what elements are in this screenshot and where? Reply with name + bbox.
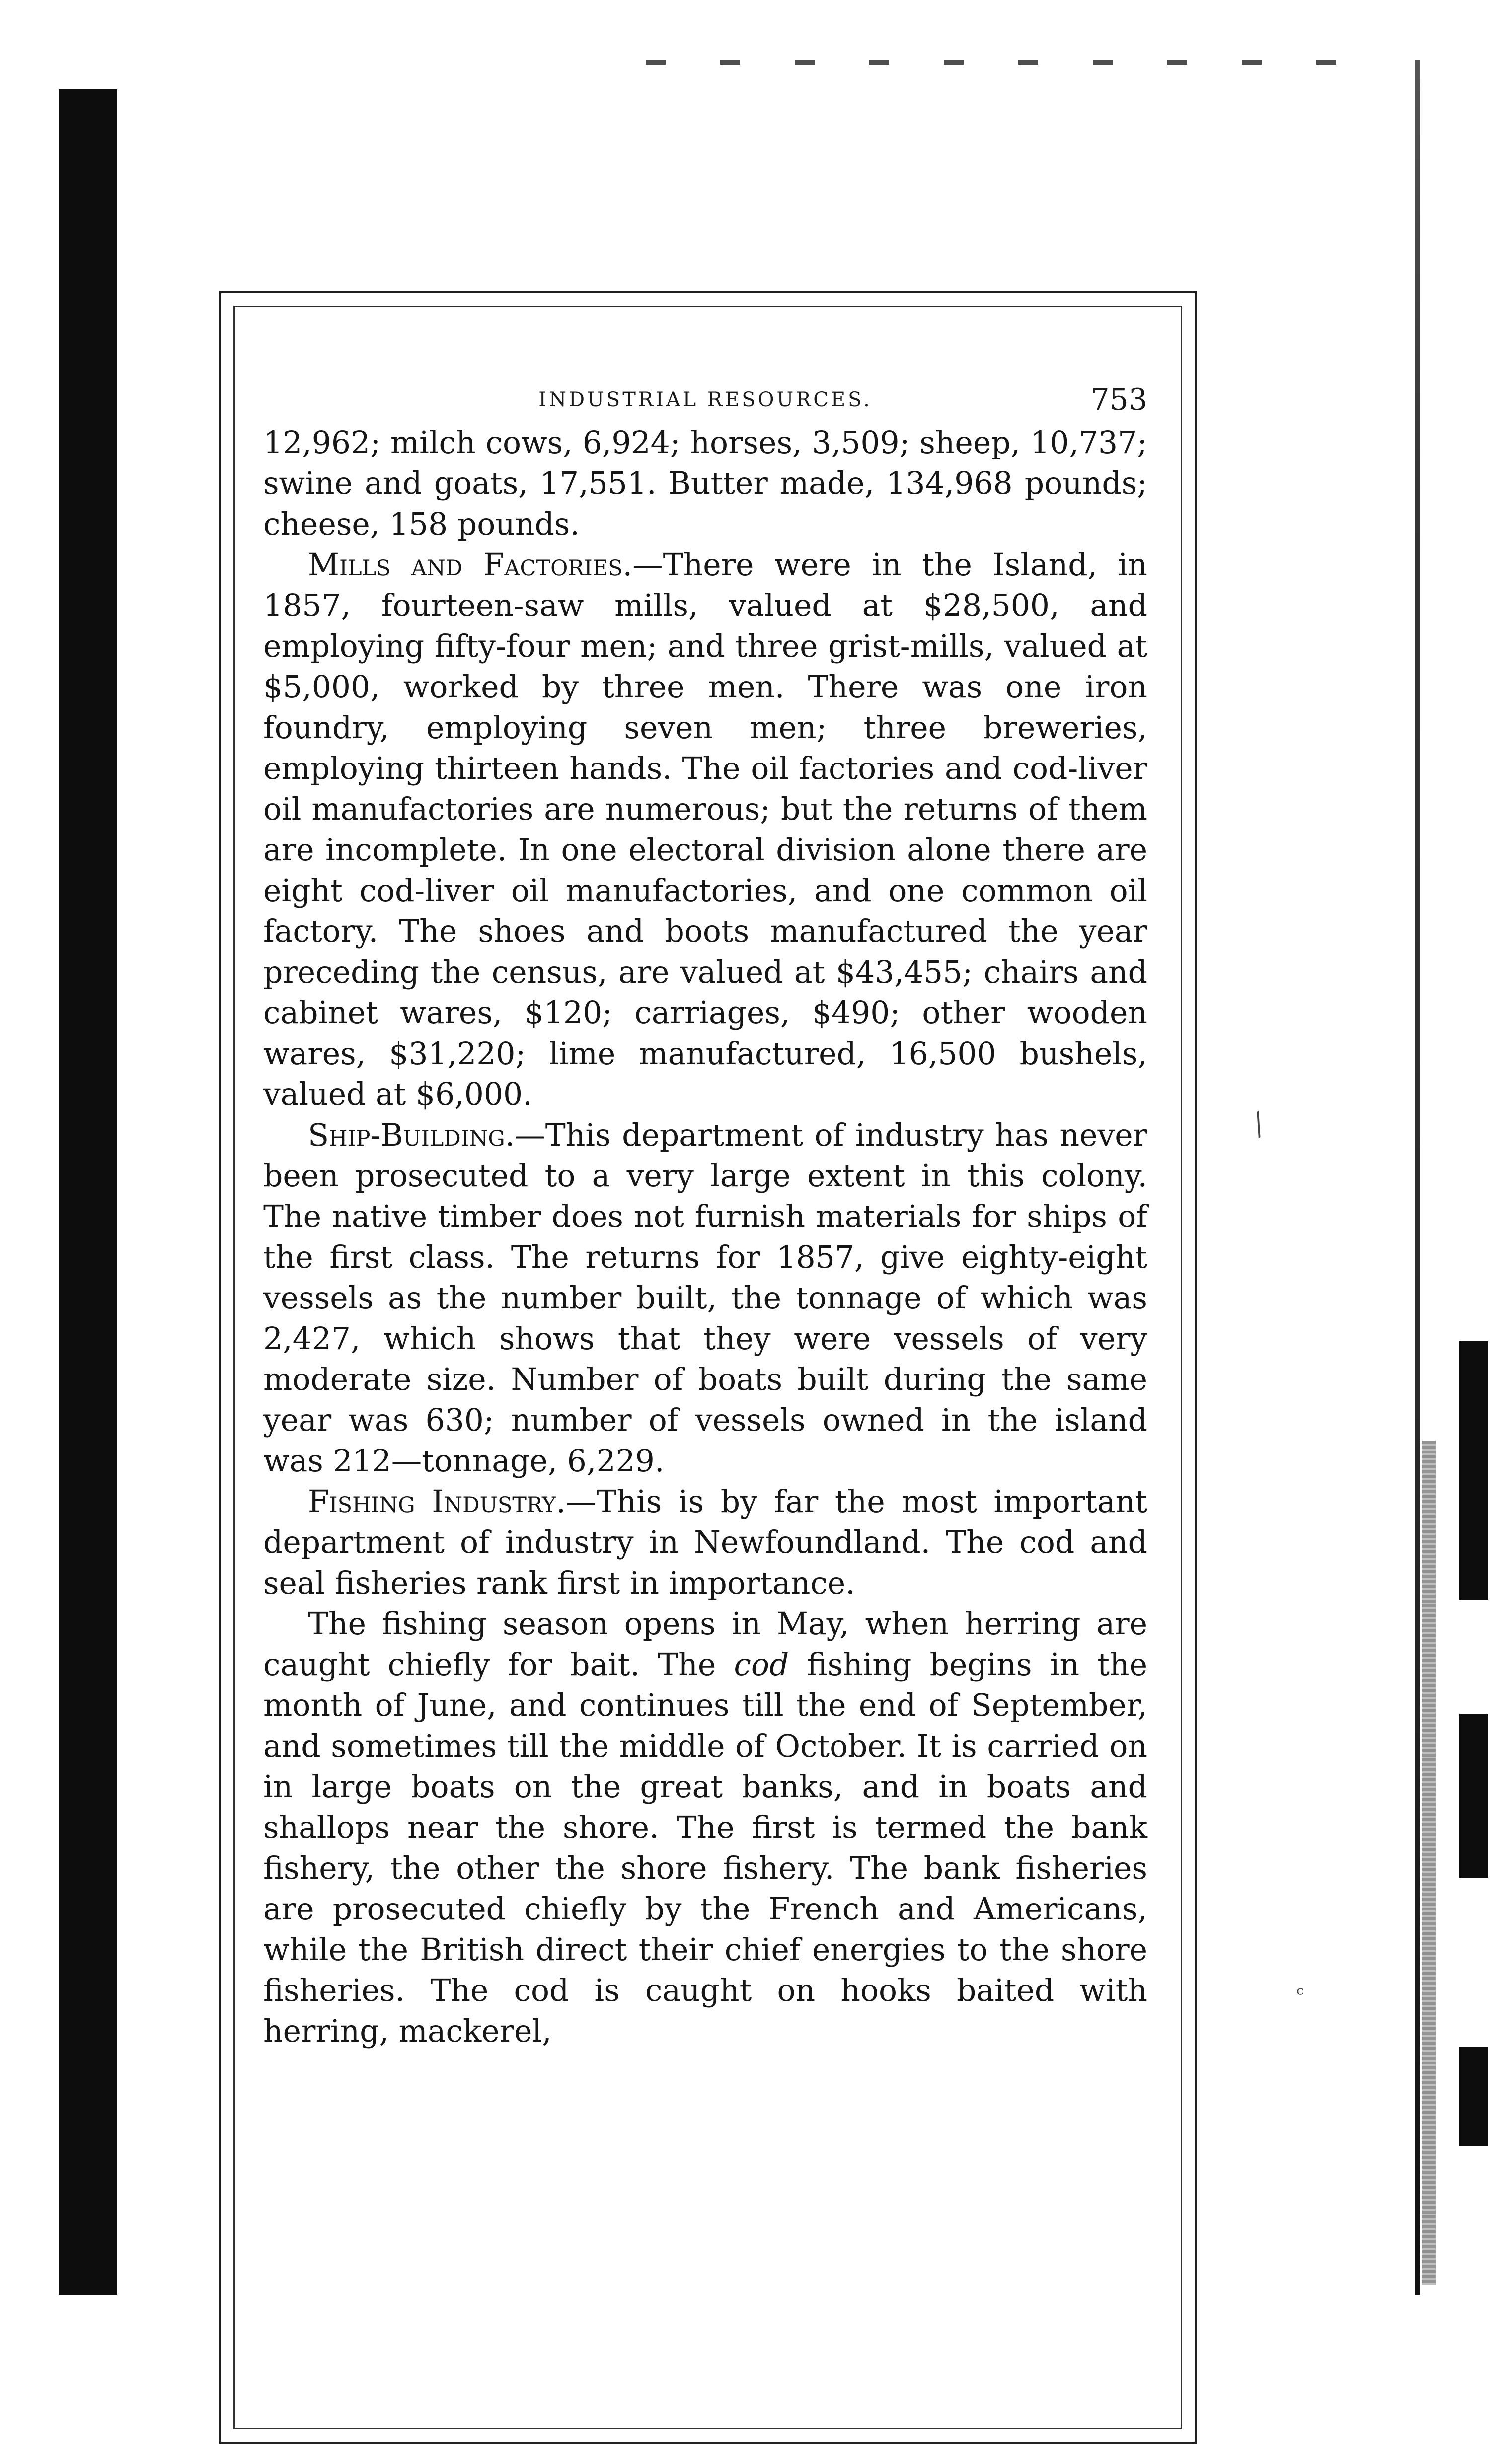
running-head-title: INDUSTRIAL RESOURCES. <box>538 388 872 411</box>
paragraph-text: —There were in the Island, in 1857, fourteen-saw mills, valued at $28,500, and employing fifty-four men; and three grist-mills, valued at $5,000, worked by three men. There was one iron foundry, employing seven men; three breweries, employing thirteen hands. The oil factories and cod-liver oil manufactories are numerous; but the returns of them are incomplete. In one electoral division alone there are eight cod-liver oil manufactories, and one common oil factory. The shoes and boots manufactured the year preceding the census, are valued at $43,455; chairs and cabinet wares, $120; carriages, $490; other wooden wares, $31,220; lime manufactured, 16,500 bushels, valued at $6,000. <box>263 547 1148 1112</box>
margin-pencil-mark: ᶜ <box>1296 1982 1304 2007</box>
italic-word: cod <box>734 1647 789 1682</box>
section-heading: Fishing Industry. <box>308 1484 566 1520</box>
paragraph-text: —This is by far the most important department of industry in Newfoundland. The cod and seal fisheries rank first in importance. <box>263 1484 1147 1601</box>
paragraph-text: 12,962; milch cows, 6,924; horses, 3,509; sheep, 10,737; swine and goats, 17,551. Butter made, 134,968 pounds; cheese, 158 pounds. <box>263 425 1147 542</box>
scan-binding-texture <box>1422 1441 1436 2285</box>
paragraph-text: The fishing season opens in May, when herring are caught chiefly for bait. The <box>263 1606 1147 1682</box>
paragraph-ship-building <box>263 1115 1147 1481</box>
paragraph-text: —This department of industry has never been prosecuted to a very large extent in this colony. The native timber does not furnish materials for ships of the first class. The returns for 1857, give eighty-eight vessels as the number built, the tonnage of which was 2,427, which shows that they were vessels of very moderate size. Number of boats built during the same year was 630; number of vessels owned in the island was 212—tonnage, 6,229. <box>263 1117 1147 1479</box>
page-content <box>263 382 1147 2052</box>
paragraph-fishing-industry <box>263 1481 1147 1604</box>
scan-binding-edge-left <box>59 89 117 2295</box>
scan-edge-mark <box>1459 1341 1488 1600</box>
scan-edge-mark <box>1459 1714 1488 1878</box>
paragraph-fishing-season <box>263 1604 1147 2052</box>
scan-top-dashes <box>646 60 1341 65</box>
paragraph-text: fishing begins in the month of June, and continues till the end of September, and sometimes till the middle of October. It is carried on in large boats on the great banks, and in boats and shallops near the shore. The first is termed the bank fishery, the other the shore fishery. The bank fisheries are prosecuted chiefly by the French and Americans, while the British direct their chief energies to the shore fisheries. The cod is caught on hooks baited with herring, mackerel, <box>263 1647 1147 2049</box>
paragraph-mills-and-factories <box>263 544 1147 1115</box>
section-heading: Ship-Building. <box>308 1117 515 1153</box>
paragraph-livestock <box>263 422 1147 544</box>
page-number: 753 <box>1090 382 1147 417</box>
section-heading: Mills and Factories. <box>308 547 633 583</box>
scan-binding-edge-right <box>1415 60 1420 2295</box>
scan-edge-mark <box>1459 2047 1488 2146</box>
margin-pencil-mark: ⁄ <box>1247 1109 1272 1141</box>
running-head <box>263 382 1147 422</box>
